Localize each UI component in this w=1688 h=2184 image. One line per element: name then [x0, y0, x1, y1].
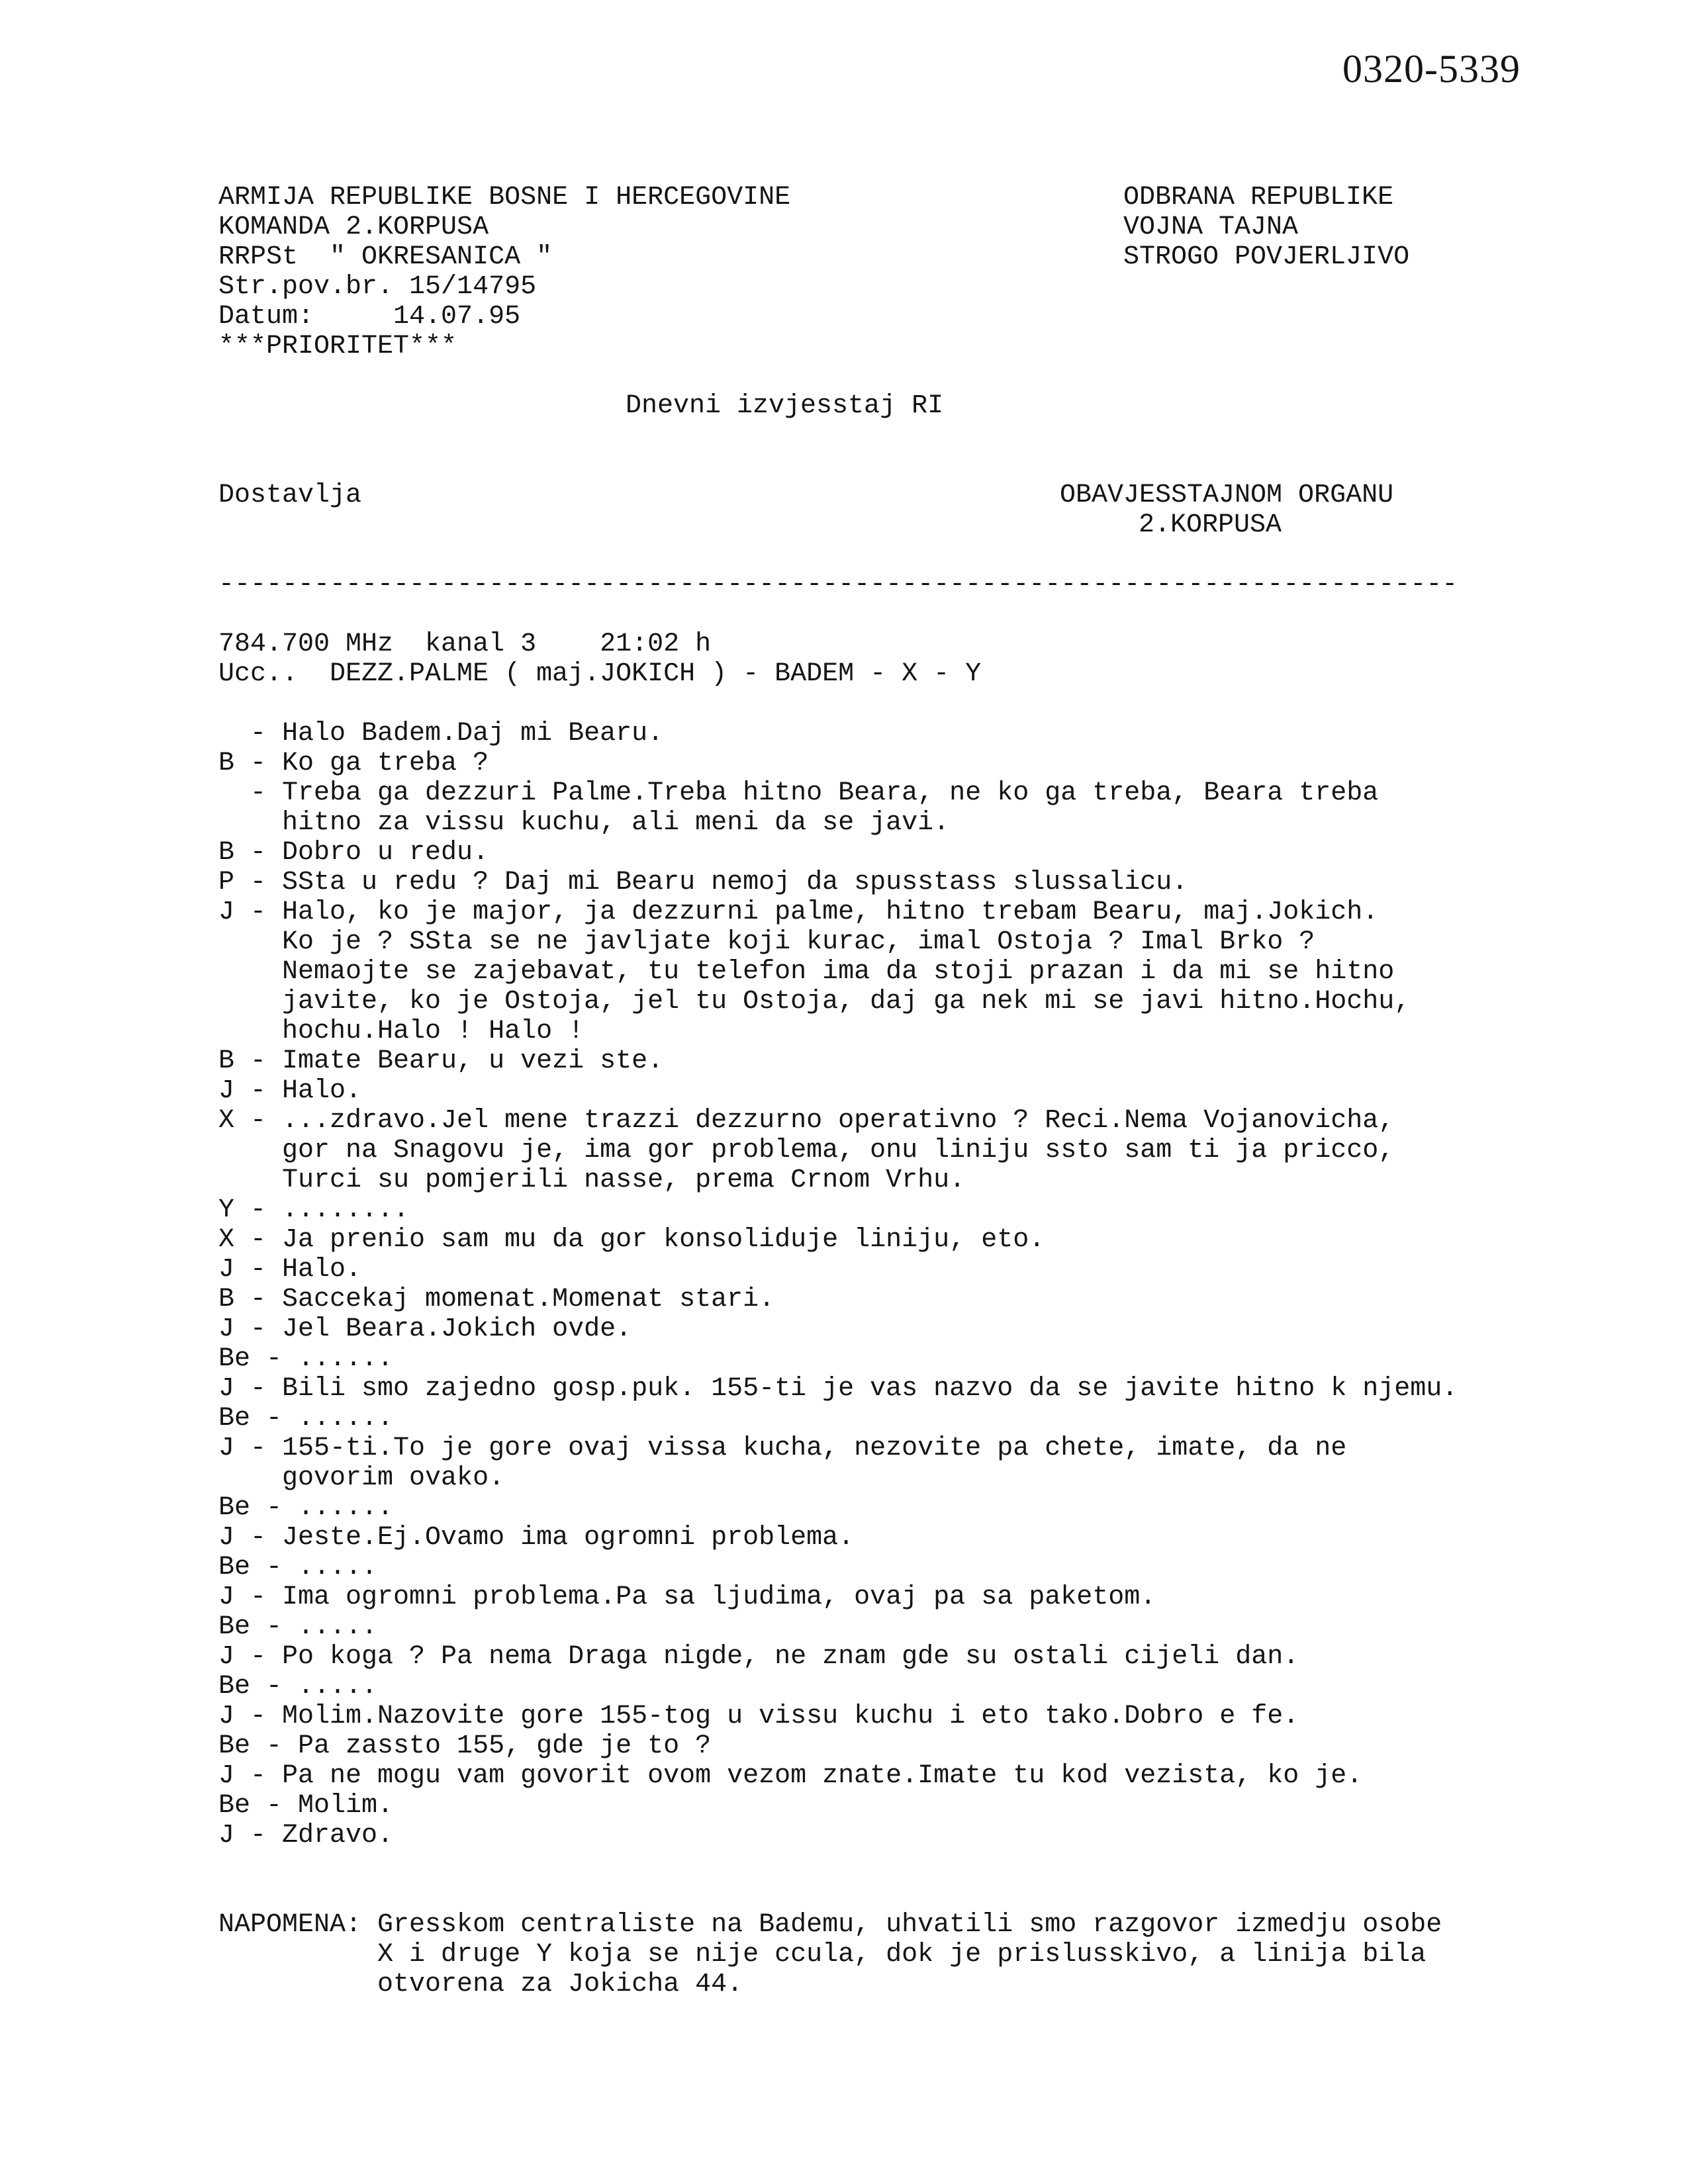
distribution-from-label: Dostavlja	[218, 480, 362, 510]
transcript-line: X - ...zdravo.Jel mene trazzi dezzurno operativno ? Reci.Nema Vojanovicha,	[218, 1106, 1395, 1136]
transcript-line: J - Molim.Nazovite gore 155-tog u vissu kuchu i eto tako.Dobro e fe.	[218, 1702, 1299, 1731]
transcript-line: govorim ovako.	[218, 1463, 505, 1493]
transcript-line: javite, ko je Ostoja, jel tu Ostoja, daj ga nek mi se javi hitno.Hochu,	[218, 987, 1411, 1017]
document-content	[218, 183, 1516, 1999]
transcript-line: hitno za vissu kuchu, ali meni da se javi.	[218, 808, 950, 838]
header-left-line: Str.pov.br. 15/14795	[218, 272, 537, 302]
header-left-line: ARMIJA REPUBLIKE BOSNE I HERCEGOVINE	[218, 183, 791, 212]
header-left-line: KOMANDA 2.KORPUSA	[218, 212, 489, 242]
transcript-line: B - Ko ga treba ?	[218, 749, 489, 778]
report-title: Dnevni izvjesstaj RI	[626, 391, 944, 421]
dashed-separator: ------------------------------------------------------------------------------	[218, 570, 1458, 600]
header-left-line: Datum: 14.07.95	[218, 302, 521, 332]
transcript-line: B - Saccekaj momenat.Momenat stari.	[218, 1285, 775, 1314]
transcript-line: J - Bili smo zajedno gosp.puk. 155-ti je vas nazvo da se javite hitno k njemu.	[218, 1374, 1458, 1404]
transcript-line: J - Jeste.Ej.Ovamo ima ogromni problema.	[218, 1523, 855, 1553]
distribution-recipient-line1: OBAVJESSTAJNOM ORGANU	[1060, 480, 1394, 510]
transcript-line: Be - Molim.	[218, 1791, 394, 1821]
transcript-line: J - Halo.	[218, 1255, 362, 1285]
transcript-line: hochu.Halo ! Halo !	[218, 1017, 585, 1046]
transcript-line: - Treba ga dezzuri Palme.Treba hitno Beara, ne ko ga treba, Beara treba	[218, 778, 1379, 808]
transcript-line: J - Ima ogromni problema.Pa sa ljudima, ovaj pa sa paketom.	[218, 1582, 1156, 1612]
transcript-line: Y - ........	[218, 1195, 410, 1225]
note-line: NAPOMENA: Gresskom centraliste na Bademu, uhvatili smo razgovor izmedju osobe	[218, 1910, 1442, 1940]
transcript-line: Ko je ? SSta se ne javljate koji kurac, imal Ostoja ? Imal Brko ?	[218, 927, 1315, 957]
document-header	[218, 183, 1516, 361]
napomena-note	[218, 1910, 1516, 1999]
transcript-line: J - Halo.	[218, 1076, 362, 1106]
distribution-recipient-line2: 2.KORPUSA	[1139, 510, 1282, 540]
distribution-block	[218, 480, 1516, 540]
transcript-line: Be - .....	[218, 1553, 378, 1582]
transcript-line: gor na Snagovu je, ima gor problema, onu liniju ssto sam ti ja pricco,	[218, 1136, 1395, 1165]
transcript-line: J - Po koga ? Pa nema Draga nigde, ne znam gde su ostali cijeli dan.	[218, 1642, 1299, 1672]
transcript-line: B - Imate Bearu, u vezi ste.	[218, 1046, 664, 1076]
header-right-line: ODBRANA REPUBLIKE	[1123, 183, 1394, 212]
transcript-line: Be - ......	[218, 1493, 394, 1523]
intercept-info	[218, 629, 1516, 689]
transcript-line: X - Ja prenio sam mu da gor konsoliduje liniju, eto.	[218, 1225, 1045, 1255]
transcript-line: Be - .....	[218, 1612, 378, 1642]
page-number: 0320-5339	[1342, 47, 1521, 91]
transcript-line: J - Zdravo.	[218, 1821, 394, 1850]
header-right-line: VOJNA TAJNA	[1123, 212, 1299, 242]
conversation-transcript	[218, 719, 1516, 1850]
transcript-line: Nemaojte se zajebavat, tu telefon ima da stoji prazan i da mi se hitno	[218, 957, 1395, 987]
header-right-line: STROGO POVJERLJIVO	[1123, 242, 1410, 272]
transcript-line: Be - ......	[218, 1344, 394, 1374]
transcript-line: J - Pa ne mogu vam govorit ovom vezom znate.Imate tu kod vezista, ko je.	[218, 1761, 1363, 1791]
note-line: otvorena za Jokicha 44.	[218, 1970, 743, 1999]
transcript-line: Be - .....	[218, 1672, 378, 1702]
transcript-line: J - Jel Beara.Jokich ovde.	[218, 1314, 632, 1344]
header-right-column	[1123, 183, 1409, 272]
transcript-line: P - SSta u redu ? Daj mi Bearu nemoj da spusstass slussalicu.	[218, 868, 1188, 897]
transcript-line: Be - Pa zassto 155, gde je to ?	[218, 1731, 712, 1761]
transcript-line: Turci su pomjerili nasse, prema Crnom Vrhu.	[218, 1165, 966, 1195]
transcript-line: B - Dobro u redu.	[218, 838, 489, 868]
header-left-line: RRPSt " OKRESANICA "	[218, 242, 553, 272]
participants-line: Ucc.. DEZZ.PALME ( maj.JOKICH ) - BADEM - X - Y	[218, 659, 982, 689]
note-line: X i druge Y koja se nije ccula, dok je prislusskivo, a linija bila	[218, 1940, 1427, 1970]
header-left-line: ***PRIORITET***	[218, 332, 457, 361]
transcript-line: - Halo Badem.Daj mi Bearu.	[218, 719, 664, 749]
frequency-channel-time-line: 784.700 MHz kanal 3 21:02 h	[218, 629, 712, 659]
transcript-line: J - Halo, ko je major, ja dezzurni palme, hitno trebam Bearu, maj.Jokich.	[218, 897, 1379, 927]
transcript-line: J - 155-ti.To je gore ovaj vissa kucha, nezovite pa chete, imate, da ne	[218, 1433, 1347, 1463]
transcript-line: Be - ......	[218, 1404, 394, 1433]
